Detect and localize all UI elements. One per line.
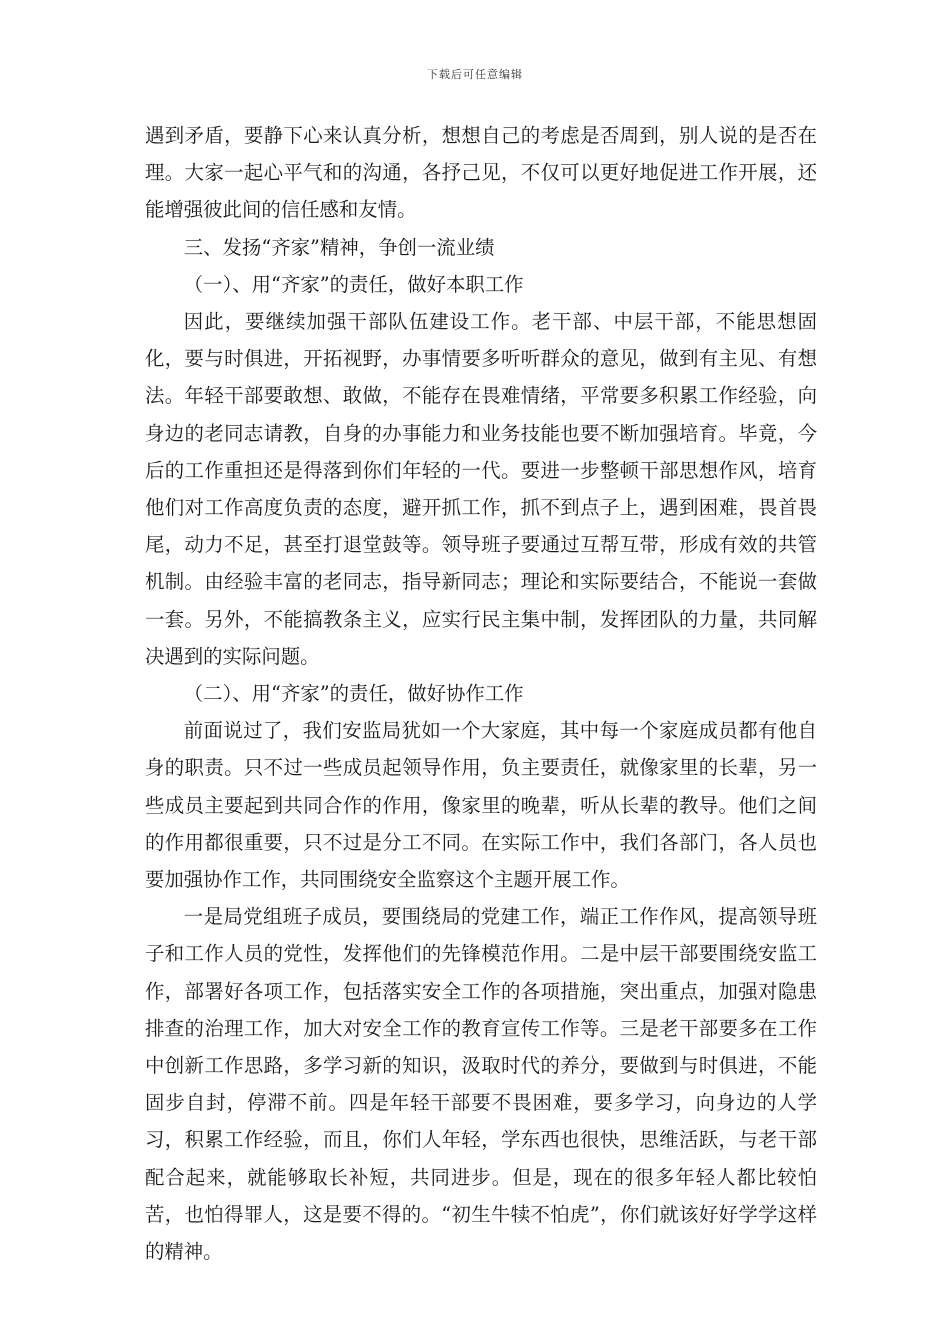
document-body	[145, 117, 817, 1270]
paragraph-continuation: 遇到矛盾，要静下心来认真分析，想想自己的考虑是否周到，别人说的是否在理。大家一起心平气和的沟通，各抒己见，不仅可以更好地促进工作开展，还能增强彼此间的信任感和友情。	[145, 124, 817, 222]
subsection-heading-two: （二）、用“齐家”的责任，做好协作工作	[183, 682, 524, 706]
subsection-heading-one: （一）、用“齐家”的责任，做好本职工作	[183, 272, 524, 296]
page-header: 下载后可任意编辑	[427, 68, 523, 81]
paragraph-big-family: 前面说过了，我们安监局犹如一个大家庭，其中每一个家庭成员都有他自身的职责。只不过一些成员起领导作用，负主要责任，就像家里的长辈，另一些成员主要起到共同合作的作用，像家里的晚辈，听从长辈的教导。他们之间的作用都很重要，只不过是分工不同。在实际工作中，我们各部门，各人员也要加强协作工作，共同围绕安全监察这个主题开展工作。	[145, 719, 817, 892]
section-heading-three: 三、发扬“齐家”精神，争创一流业绩	[183, 235, 495, 259]
paragraph-cadre-building: 因此，要继续加强干部队伍建设工作。老干部、中层干部，不能思想固化，要与时俱进，开拓视野，办事情要多听听群众的意见，做到有主见、有想法。年轻干部要敢想、敢做，不能存在畏难情绪，平常要多积累工作经验，向身边的老同志请教，自身的办事能力和业务技能也要不断加强培育。毕竟，今后的工作重担还是得落到你们年轻的一代。要进一步整顿干部思想作风，培育他们对工作高度负责的态度，避开抓工作，抓不到点子上，遇到困难，畏首畏尾，动力不足，甚至打退堂鼓等。领导班子要通过互帮互带，形成有效的共管机制。由经验丰富的老同志，指导新同志；理论和实际要结合，不能说一套做一套。另外，不能搞教条主义，应实行民主集中制，发挥团队的力量，共同解决遇到的实际问题。	[145, 310, 817, 668]
paragraph-four-points: 一是局党组班子成员，要围绕局的党建工作，端正工作作风，提高领导班子和工作人员的党性，发挥他们的先锋模范作用。二是中层干部要围绕安监工作，部署好各项工作，包括落实安全工作的各项措施，突出重点，加强对隐患排查的治理工作，加大对安全工作的教育宣传工作等。三是老干部要多在工作中创新工作思路，多学习新的知识，汲取时代的养分，要做到与时俱进，不能固步自封，停滞不前。四是年轻干部要不畏困难，要多学习，向身边的人学习，积累工作经验，而且，你们人年轻，学东西也很快，思维活跃，与老干部配合起来，就能够取长补短，共同进步。但是，现在的很多年轻人都比较怕苦，也怕得罪人，这是要不得的。“初生牛犊不怕虎”，你们就该好好学学这样的精神。	[145, 905, 817, 1264]
